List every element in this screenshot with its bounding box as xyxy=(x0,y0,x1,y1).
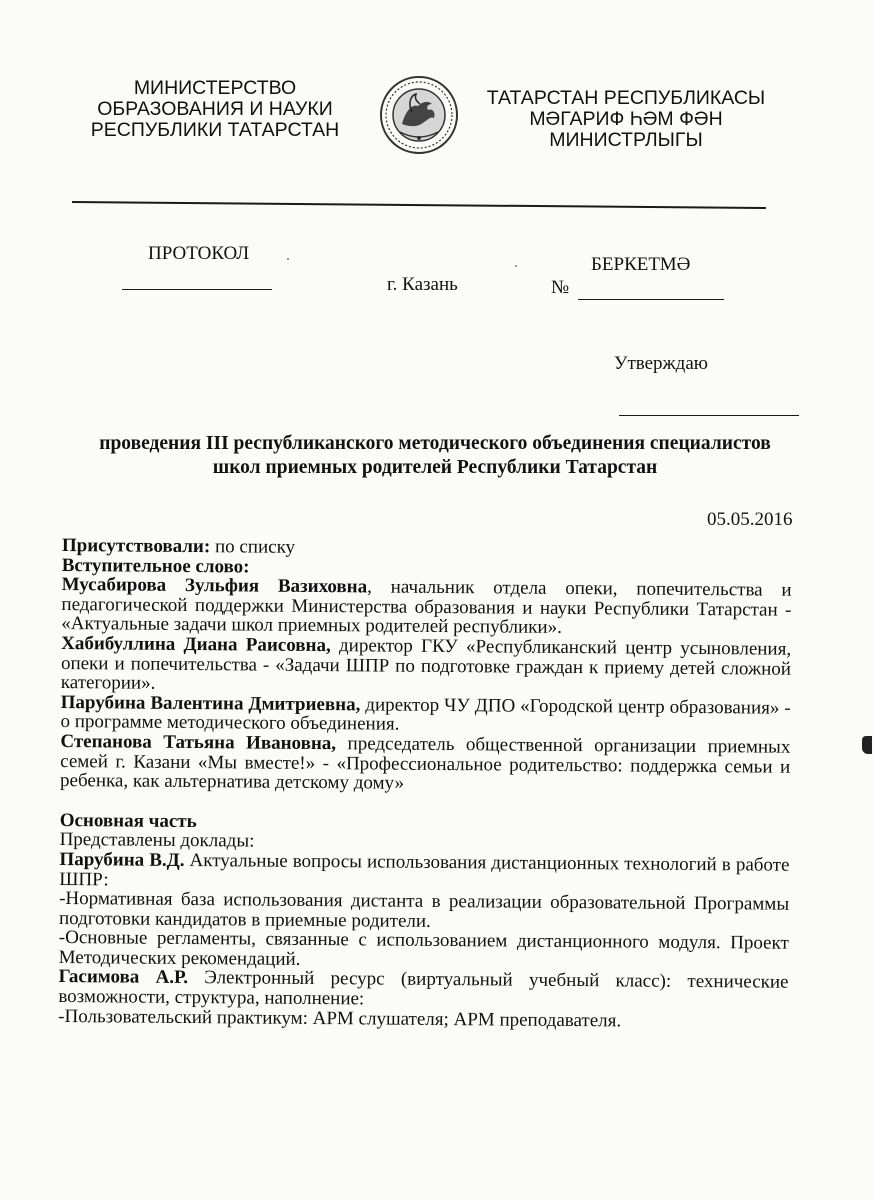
scan-edge-mark xyxy=(862,736,872,754)
presented-line: Представлены доклады: xyxy=(59,829,255,852)
speaker-text: директор ЧУ ДПО «Городской центр образования» - о программе методического объединения. xyxy=(60,694,791,735)
main-label: Основная часть xyxy=(59,809,197,832)
speaker-text: директор ГКУ «Республиканский центр усыновления, опеки и попечительства - «Задачи ШПР по подготовке граждан к приему детей сложной категории». xyxy=(60,635,792,694)
protocol-number-line-right xyxy=(578,299,724,300)
document-date: 05.05.2016 xyxy=(707,509,793,530)
speaker-paragraph xyxy=(61,575,791,640)
report-item: -Пользовательский практикум: АРМ слушателя; АРМ преподавателя. xyxy=(58,1005,622,1032)
intro-label: Вступительное слово: xyxy=(61,554,250,578)
report-paragraph xyxy=(58,967,788,1012)
number-sign: № xyxy=(551,277,570,298)
report-topic: Электронный ресурс (виртуальный учебный класс): технические возможности, структура, наполнение: xyxy=(58,967,789,1010)
header-divider xyxy=(72,201,766,209)
report-topic: Актуальные вопросы использования дистанционных технологий в работе ШПР: xyxy=(59,849,790,890)
approval-label: Утверждаю xyxy=(614,353,708,374)
ministry-ru-line-3: РЕСПУБЛИКИ ТАТАРСТАН xyxy=(90,119,340,141)
approval-signature-line xyxy=(619,415,799,416)
title-line-1: проведения III республиканского методического объединения специалистов xyxy=(99,433,771,454)
title-line-2: школ приемных родителей Республики Татарстан xyxy=(212,457,658,478)
report-author: Гасимова А.Р. xyxy=(58,966,189,989)
protocol-label-tatar: БЕРКЕТМӘ xyxy=(591,254,691,275)
speaker-name: Степанова Татьяна Ивановна, xyxy=(60,730,337,755)
attended-label: Присутствовали: xyxy=(61,535,211,558)
ministry-name-tatar xyxy=(478,88,774,151)
protocol-label-russian: ПРОТОКОЛ xyxy=(148,243,250,264)
report-author: Парубина В.Д. xyxy=(59,848,185,871)
speaker-name: Мусабирова Зульфия Вазиховна xyxy=(61,574,368,598)
speaker-name: Парубина Валентина Дмитриевна, xyxy=(60,691,361,716)
ministry-ru-line-1: МИНИСТЕРСТВО xyxy=(133,77,297,99)
speaker-name: Хабибуллина Диана Раисовна, xyxy=(61,632,331,657)
tatarstan-emblem-icon xyxy=(378,74,460,156)
report-item: -Нормативная база использования дистанта в реализации образовательной Программы подготовки кандидатов в приемные родители. xyxy=(58,888,790,932)
ministry-name-russian xyxy=(80,78,350,141)
document-body xyxy=(58,536,792,1032)
speaker-paragraph xyxy=(61,634,791,699)
document-title xyxy=(70,432,800,480)
protocol-number-line-left xyxy=(122,289,272,290)
speaker-paragraph xyxy=(60,732,790,797)
ministry-ru-line-2: ОБРАЗОВАНИЯ И НАУКИ xyxy=(97,98,333,120)
scan-speck xyxy=(515,265,517,267)
attended-text: по списку xyxy=(210,536,296,558)
speaker-text: председатель общественной организации приемных семей г. Казани «Мы вместе!» - «Профессиональное родительство: поддержка семьи и ребенка, как альтернатива детскому дому» xyxy=(59,733,791,794)
city-label: г. Казань xyxy=(387,274,458,295)
report-item: -Основные регламенты, связанные с использованием дистанционного модуля. Проект Методических рекомендаций. xyxy=(58,927,789,970)
speaker-text: , начальник отдела опеки, попечительства и педагогической поддержки Министерства образования и науки Республики Татарстан - «Актуальные задачи школ приемных родителей республики». xyxy=(61,576,792,639)
ministry-tt-line-2: МӘГАРИФ ҺӘМ ФӘН xyxy=(529,108,723,130)
ministry-tt-line-1: ТАТАРСТАН РЕСПУБЛИКАСЫ xyxy=(486,87,766,109)
scan-speck xyxy=(287,258,289,260)
ministry-tt-line-3: МИНИСТРЛЫГЫ xyxy=(549,129,703,151)
